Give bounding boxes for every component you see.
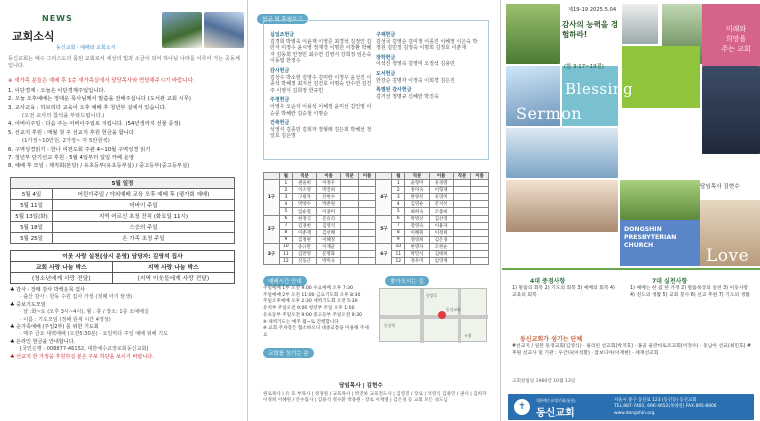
- roster-cell: [471, 194, 489, 201]
- roster-cell: [341, 201, 359, 208]
- news-item: 1. 이단경계 : 오늘은 이단경계주일입니다.: [8, 87, 106, 94]
- roster-cell: 4: [279, 201, 292, 208]
- founding-date: 교회창립일 1960년 10월 13일: [512, 379, 576, 384]
- roster-cell: [471, 243, 489, 250]
- roster-cell: [453, 251, 471, 258]
- cover-collage: [502, 0, 760, 266]
- roster-header: 직분: [292, 173, 316, 180]
- roster-cell: [358, 236, 376, 243]
- staff-lead: 담임목사 | 김현수: [339, 383, 383, 389]
- cover-info: [502, 268, 760, 421]
- roster-cell: 1: [392, 180, 405, 187]
- green-tile: [622, 46, 700, 108]
- worship-line: 유치부 주일오전 9:00 청년부 주일 오후 1:00: [263, 306, 355, 312]
- roster-cell: [341, 208, 359, 215]
- roster-cell: 8: [392, 229, 405, 236]
- news-item: 3. 교사교육 : 하브리더 교육이 오후 예배 후 청년부 실에서 있습니다.: [8, 104, 167, 111]
- roster-cell: 12: [392, 258, 405, 265]
- roster-cell: [341, 222, 359, 229]
- roster-cell: 8: [279, 229, 292, 236]
- roster-cell: [453, 258, 471, 265]
- roster-cell: 최희숙: [405, 208, 429, 215]
- worship-line: 주일예배 1부 오전 9:00 수요예배 오후 7:30: [263, 286, 354, 291]
- roster-cell: 박양수: [292, 201, 316, 208]
- roster-cell: [471, 258, 489, 265]
- notice-item: · 매주 금요 새벽예배 (오전5:30분) · 요일마다 주일 예배 위해 기도: [20, 331, 169, 338]
- schedule-month: 5월 일정: [11, 177, 235, 188]
- roster-cell: 한양선: [405, 194, 429, 201]
- roster-cell: 권윤희: [292, 180, 316, 187]
- priority-heading: 4대 중점사항: [530, 278, 566, 285]
- notice-item: [국민은행 : 008877-46152, 대한예수교장로회동신교회]: [20, 346, 149, 353]
- roster-cell: [453, 180, 471, 187]
- roster-cell: 이정희: [429, 229, 453, 236]
- roster-cell: [341, 180, 359, 187]
- news-header: [6, 4, 241, 54]
- church-english-name: DONGSHIN PRESBYTERIAN CHURCH: [624, 226, 677, 249]
- roster-cell: [341, 258, 359, 265]
- news-item: 4. 어버이주일 : 다음 주는 어버이주일로 지킵니다. (54년생까지 선물 증정): [8, 121, 181, 128]
- schedule-date: 5월 4일: [11, 188, 53, 199]
- offering-heading: 십일조헌금: [270, 32, 295, 38]
- roster-header: 직분: [405, 173, 429, 180]
- roster-cell: 김태희: [429, 251, 453, 258]
- slogan: 미래와 희망을 주는 교회: [721, 25, 751, 53]
- worship-line: 유초등부 주일오전 9:00 중고등부 주일오전 9:30: [263, 312, 362, 318]
- roster-cell: [358, 180, 376, 187]
- roster-cell: [453, 236, 471, 243]
- roster-cell: 김영순: [405, 201, 429, 208]
- news-subtitle: 동신교회 · 예배와 교회소식: [56, 45, 116, 51]
- roster-cell: 유경열: [429, 180, 453, 187]
- roster-cell: [471, 187, 489, 194]
- word-love: Love: [706, 246, 750, 266]
- roster-header: 이름: [471, 173, 489, 180]
- roster-cell: 정영희: [405, 236, 429, 243]
- offering-box: [263, 20, 489, 160]
- offering-tag: 헌금 및 후원보고: [257, 14, 308, 24]
- roster-cell: 9: [279, 236, 292, 243]
- roster-cell: 이종미: [317, 208, 341, 215]
- roster-cell: 6: [279, 215, 292, 222]
- roster-cell: [341, 229, 359, 236]
- roster-cell: 이춘재: [292, 229, 316, 236]
- roster-cell: [453, 229, 471, 236]
- verse-title: 감사의 능력을 경험하라!: [562, 20, 618, 39]
- roster-header: 이름: [358, 173, 376, 180]
- roster-header: 직분: [341, 173, 359, 180]
- roster-cell: [453, 222, 471, 229]
- news-list: [6, 87, 241, 171]
- roster-cell: 10: [392, 243, 405, 250]
- church-name: 동신교회: [536, 408, 575, 419]
- pastor-photo: [702, 66, 760, 154]
- roster-cell: 강영숙: [405, 222, 429, 229]
- roster-cell: [453, 243, 471, 250]
- roster-cell: [341, 187, 359, 194]
- roster-cell: 김경현: [292, 222, 316, 229]
- news-item: 7. 청년부 단기선교 후원 : 5월 4일부터 일일 카페 운영: [8, 155, 134, 162]
- offering-names: 김상수 박소현 김영수 김미란 이정우 윤성진 이종석 박혜정 최지선 김진호 이명숙 안수연 김진주 이영식 김희정 한규민: [270, 74, 372, 94]
- roster-cell: 1: [279, 180, 292, 187]
- roster-cell: [453, 201, 471, 208]
- roster-cell: [358, 229, 376, 236]
- offering-column: [270, 29, 376, 140]
- cover-photo: [506, 128, 618, 178]
- roster-group: 6구: [376, 243, 392, 264]
- roster-cell: [453, 215, 471, 222]
- roster-cell: 신동근: [292, 258, 316, 265]
- notice-item: ♣ 온라인 헌금을 안내합니다.: [10, 338, 76, 345]
- roster-cell: [471, 201, 489, 208]
- offering-names: 김성국 김영순 김미정 이종진 이혜정 이은숙 박정원 김민정 김정숙 이명희 김정호 이춘재: [376, 38, 478, 52]
- share-title: 이웃 사랑 실천(상시 운영) 담당자: 김영석 집사: [11, 250, 235, 261]
- roster-group: 4구: [376, 180, 392, 215]
- roster-cell: 임영재: [429, 258, 453, 265]
- news-item: 2. 오늘 오후예배는 정대운 목사님께서 말씀을 전해주십니다 (도서관 교회 시무): [8, 96, 191, 103]
- roster-table: [263, 172, 489, 265]
- roster-cell: 문명화: [317, 251, 341, 258]
- bulletin-date: 제19-19 2025.5.04: [568, 7, 617, 13]
- mission-list: #선교지 / 일본 동경교회(김영식) · 필리핀 선교회(박지호) · 몽골 울란바토르교회(이정수) · 동남아 선교(최민호) #후원 선교사 및 기관 : 우간다(이성환) · 캄보디아(이재현) · 세계선교회: [512, 344, 752, 356]
- roster-cell: 김정현: [292, 236, 316, 243]
- roster-cell: [358, 187, 376, 194]
- roster-cell: 이형재: [429, 187, 453, 194]
- denomination: 대한예수교장로회(통합): [536, 398, 576, 403]
- roster-cell: 구필자: [292, 194, 316, 201]
- schedule-table: [10, 177, 235, 244]
- schedule-date: 5월 13일(화): [11, 210, 53, 221]
- notice-item: · 날 :화~토 (오후 3시~4시), 월 : 휴 / 장소: 1층 소예배실: [20, 309, 149, 316]
- notice-item: ♣ 감사 · 장례 감사 박백운목 집사: [10, 286, 85, 293]
- roster-cell: 박명선: [405, 215, 429, 222]
- roster-cell: [453, 194, 471, 201]
- map-label: 시청: [464, 333, 472, 338]
- roster-cell: 4: [392, 201, 405, 208]
- roster-cell: 정우미: [405, 258, 429, 265]
- staff-tag: 교회를 섬기는 분: [263, 348, 314, 358]
- roster-cell: 2: [279, 187, 292, 194]
- worship-line: 주일예배 2부 오전 11:00 금요기도회 오후 8:30: [263, 292, 361, 298]
- news-note: ※ 새가족 분들은 예배 후 1층 새가족실에서 담당목사와 면담해주시기 바랍니다.: [8, 77, 195, 84]
- roster-cell: [341, 251, 359, 258]
- church-website-link[interactable]: www.dongshin.org: [614, 410, 655, 416]
- roster-cell: 송규만: [292, 243, 316, 250]
- offering-names: 이석진 정영숙 김영미 오정석 김용민: [376, 61, 455, 68]
- roster-cell: [471, 236, 489, 243]
- roster-header: 이름: [429, 173, 453, 180]
- priority-list: 1) 말씀의 회복 2) 기도의 회복 3) 예배의 회복 4) 교육의 회복: [512, 286, 615, 298]
- roster-cell: [471, 208, 489, 215]
- worship-line: ※ 교회 주차장은 협소하오니 대중교통을 이용해 주세요: [263, 326, 369, 338]
- location-map: [379, 288, 487, 342]
- roster-cell: [358, 222, 376, 229]
- schedule-date: 5월 11일: [11, 199, 53, 210]
- church-footer: [508, 394, 754, 420]
- roster-cell: 문유리: [317, 215, 341, 222]
- roster-cell: 김영석: [317, 222, 341, 229]
- roster-cell: [341, 194, 359, 201]
- schedule-date: 5월 18일: [11, 221, 53, 232]
- news-item: 6. 구역성경읽기 : 한나 여전도회 주관 4~10월 구역성경 읽기: [8, 146, 151, 153]
- roster-cell: [471, 215, 489, 222]
- roster-cell: [341, 215, 359, 222]
- offering-names: 김기선 정명규 신혜란 박진숙: [376, 93, 439, 100]
- roster-cell: 5: [279, 208, 292, 215]
- map-label: 동신역: [384, 323, 396, 328]
- schedule-event: 온 가족 초청 주일: [53, 232, 235, 243]
- roster-cell: [358, 208, 376, 215]
- roster-cell: 김만영: [292, 251, 316, 258]
- roster-cell: 11: [279, 251, 292, 258]
- offering-column: [376, 29, 482, 100]
- mission-heading: 동신교회가 섬기는 단체: [520, 336, 583, 343]
- church-contact: 서울시 중구 동신로 123 (동신동) 동신교회 TEL.887-7481, 696-4652(목양실) FAX.895-8606 www.dongshin.org: [614, 398, 752, 417]
- map-label: 동신교회: [446, 307, 461, 312]
- roster-cell: [358, 201, 376, 208]
- worship-line: 주일오후예배 오후 2:30 새벽기도회 오전 5:30: [263, 299, 358, 305]
- roster-cell: [453, 187, 471, 194]
- share-left-sub: (청소년에게 사랑 전달): [11, 272, 113, 283]
- roster-cell: 5: [392, 208, 405, 215]
- share-right-main: 지역 사랑 나눔 박스: [112, 261, 234, 272]
- roster-cell: 이정우: [317, 180, 341, 187]
- verse-reference: (합 3:17~19절): [564, 64, 604, 70]
- roster-cell: [341, 236, 359, 243]
- news-panel: [0, 0, 248, 421]
- roster-cell: 박춘원: [317, 201, 341, 208]
- roster-cell: [453, 208, 471, 215]
- roster-group: 1구: [264, 180, 280, 215]
- offering-names: 이영우 오순자 이용석 이혜정 윤미선 김인영 이승문 박혜란 김승철 이명순: [270, 103, 372, 117]
- roster-cell: 2: [392, 187, 405, 194]
- offering-heading: 감사헌금: [270, 67, 290, 74]
- roster-cell: 조종희: [429, 208, 453, 215]
- cover-photo: [506, 4, 560, 64]
- roster-cell: 김선혜: [317, 229, 341, 236]
- roster-cell: 이소영: [292, 187, 316, 194]
- worship-tag: 예배시간 안내: [263, 276, 307, 286]
- offering-names: 석영식 김종민 김희자 정형래 김은희 박혜선 정일호 김은영: [270, 126, 372, 140]
- word-worship: Worship: [622, 156, 688, 174]
- roster-cell: [358, 215, 376, 222]
- roster-cell: [471, 251, 489, 258]
- offering-heading: 특별된 감사헌금: [376, 87, 412, 94]
- schedule-event: 어린이주일 / 야외예배 교육 오후 예배 후 (평가회 예배): [53, 188, 235, 199]
- roster-cell: 10: [279, 243, 292, 250]
- news-item: 5. 선교지 후원 : 매월 첫 주 선교지 후원 헌금을 합니다: [8, 129, 135, 136]
- roster-header: [376, 173, 392, 180]
- roster-cell: 이재균: [317, 243, 341, 250]
- notice-item: ♣ 선교지 한 가정을 후원하실 분은 주보 하단을 보시기 바랍니다.: [10, 353, 154, 360]
- offering-names: 한강순 김명자 이정숙 이희경 김은진: [376, 77, 455, 84]
- schedule-date: 5월 25일: [11, 232, 53, 243]
- worship-line: ※ 새벽기도는 매주 월~토 진행합니다: [263, 319, 339, 325]
- roster-cell: [341, 243, 359, 250]
- roster-cell: 홍미숙: [405, 187, 429, 194]
- roster-cell: 박미숙: [317, 258, 341, 265]
- roster-cell: 한정식: [292, 215, 316, 222]
- cover-panel: [502, 0, 760, 421]
- roster-cell: 이용자: [429, 222, 453, 229]
- roster-header: 이름: [317, 173, 341, 180]
- notice-item: · 이름 : 기도모임 (정해 원세 시간 4정성): [20, 316, 111, 323]
- offering-heading: 건축헌금: [270, 120, 290, 127]
- roster-cell: [471, 222, 489, 229]
- roster-cell: 김선영: [429, 215, 453, 222]
- roster-cell: 임순철: [292, 208, 316, 215]
- roster-cell: 3: [279, 194, 292, 201]
- roster-cell: 김은경: [429, 236, 453, 243]
- staff-list: 원로목사 | 유 호 부목사 | 정경원 / 교육목사 | 박진하 교육전도사 | 김영진 / 장로 | 석영식 김종민 / 권사 | 김희자 이정희 이혜원 / 안수집사 | 김용석 정수환 박종원 · 장로 이재열 | 김은경 등 교회 모든 성도님: [263, 392, 487, 404]
- report-panel: [249, 0, 501, 421]
- roster-cell: 7: [392, 222, 405, 229]
- cover-photo: [622, 4, 658, 44]
- roster-group: 3구: [264, 243, 280, 264]
- roster-cell: [471, 180, 489, 187]
- offering-names: 김경희 박병욱 이윤재 이영준 최경석 김정인 김민자 이정수 윤시영 정재경 이명원 이장환 박혜자 김동희 안정민 최수연 김영식 강희정 임은숙 이동엽 한정수: [270, 38, 372, 65]
- notice-item: · 출산 감사 : 한동 수원 집사 가정 (첫째 아기 탄생): [20, 294, 133, 301]
- offering-heading: 주정헌금: [270, 97, 290, 104]
- offering-heading: 도서헌금: [376, 70, 396, 77]
- roster-cell: 9: [392, 236, 405, 243]
- roster-cell: 오현순: [429, 243, 453, 250]
- worship-times: [263, 286, 371, 341]
- news-photo: [162, 12, 202, 48]
- pastor-name: 담임목사 김현수: [700, 184, 740, 190]
- church-marker-icon: [438, 311, 446, 319]
- news-item: 8. 예배 후 모임 : 제직회(본당) / 유초등부(유초등부실) / 중고등부(중고등부실): [8, 163, 190, 170]
- news-item: (1가정~10만원, 2가정~ 각 5만원씩): [22, 138, 110, 145]
- roster-cell: 6: [392, 215, 405, 222]
- roster-cell: [358, 258, 376, 265]
- schedule-event: 어버이 주일: [53, 199, 235, 210]
- roster-cell: 유영미: [429, 194, 453, 201]
- news-photo: [204, 12, 244, 48]
- word-sermon: Sermon: [516, 104, 583, 123]
- cover-photo: [506, 180, 618, 232]
- roster-cell: 신현수: [317, 194, 341, 201]
- schedule-event: 지역 어르신 초청 잔치 (화요일 11시): [53, 210, 235, 221]
- practice-list: 1) 예배는 한 집 한 가정 2) 말씀묵상의 실천 3) 이웃사랑 4) 전도의 생활 5) 교회 봉사 6) 선교 후원 7) 기도의 생활: [630, 286, 750, 298]
- roster-cell: 12: [279, 258, 292, 265]
- roster-cell: 한명자: [405, 243, 429, 250]
- news-title: 교회소식: [12, 30, 55, 43]
- roster-cell: 윤형미: [405, 180, 429, 187]
- news-item: (오전 교사의 참석을 부탁드립니다.): [22, 113, 105, 120]
- notice-item: ♣ 순가족예배 (주일2부) 를 위한 기도회: [10, 323, 99, 330]
- map-label: 중앙로: [426, 293, 438, 298]
- roster-header: 월: [392, 173, 405, 180]
- practice-heading: 7대 실천사항: [652, 278, 688, 285]
- roster-group: 2구: [264, 215, 280, 243]
- roster-cell: 박진희: [317, 187, 341, 194]
- roster-cell: 3: [392, 194, 405, 201]
- offering-heading: 구제헌금: [376, 32, 396, 38]
- schedule-event: 스승의 주일: [53, 221, 235, 232]
- roster-cell: [358, 194, 376, 201]
- roster-header: [264, 173, 280, 180]
- share-right-sub: (지역 이웃들에게 사랑 전달): [112, 272, 234, 283]
- roster-cell: 문지선: [429, 201, 453, 208]
- church-logo-icon: ✝: [514, 399, 530, 415]
- map-tag: 찾아오시는 길: [385, 276, 429, 286]
- news-tag: NEWS: [42, 14, 73, 23]
- roster-cell: [358, 243, 376, 250]
- roster-cell: 11: [392, 251, 405, 258]
- roster-cell: 이혜원: [405, 229, 429, 236]
- news-intro: 동신교회는 예수 그리스도의 몸된 교회로서 세상의 빛과 소금이 되어 하나님 나라를 이루어 가는 공동체입니다.: [8, 56, 240, 70]
- roster-cell: 이혜정: [317, 236, 341, 243]
- roster-cell: [358, 251, 376, 258]
- notice-item: ♣ 중보기도모임: [10, 301, 46, 308]
- word-blessing: Blessing: [565, 80, 634, 98]
- roster-cell: [471, 229, 489, 236]
- roster-header: 직분: [453, 173, 471, 180]
- share-left-main: 교회 사랑 나눔 박스: [11, 261, 113, 272]
- cover-photo: [620, 180, 700, 220]
- share-table: [10, 250, 235, 284]
- roster-cell: 박민석: [405, 251, 429, 258]
- news-bottom-list: [10, 287, 241, 361]
- roster-header: 월: [279, 173, 292, 180]
- offering-heading: 장학헌금: [376, 54, 396, 61]
- roster-group: 5구: [376, 215, 392, 243]
- roster-cell: 7: [279, 222, 292, 229]
